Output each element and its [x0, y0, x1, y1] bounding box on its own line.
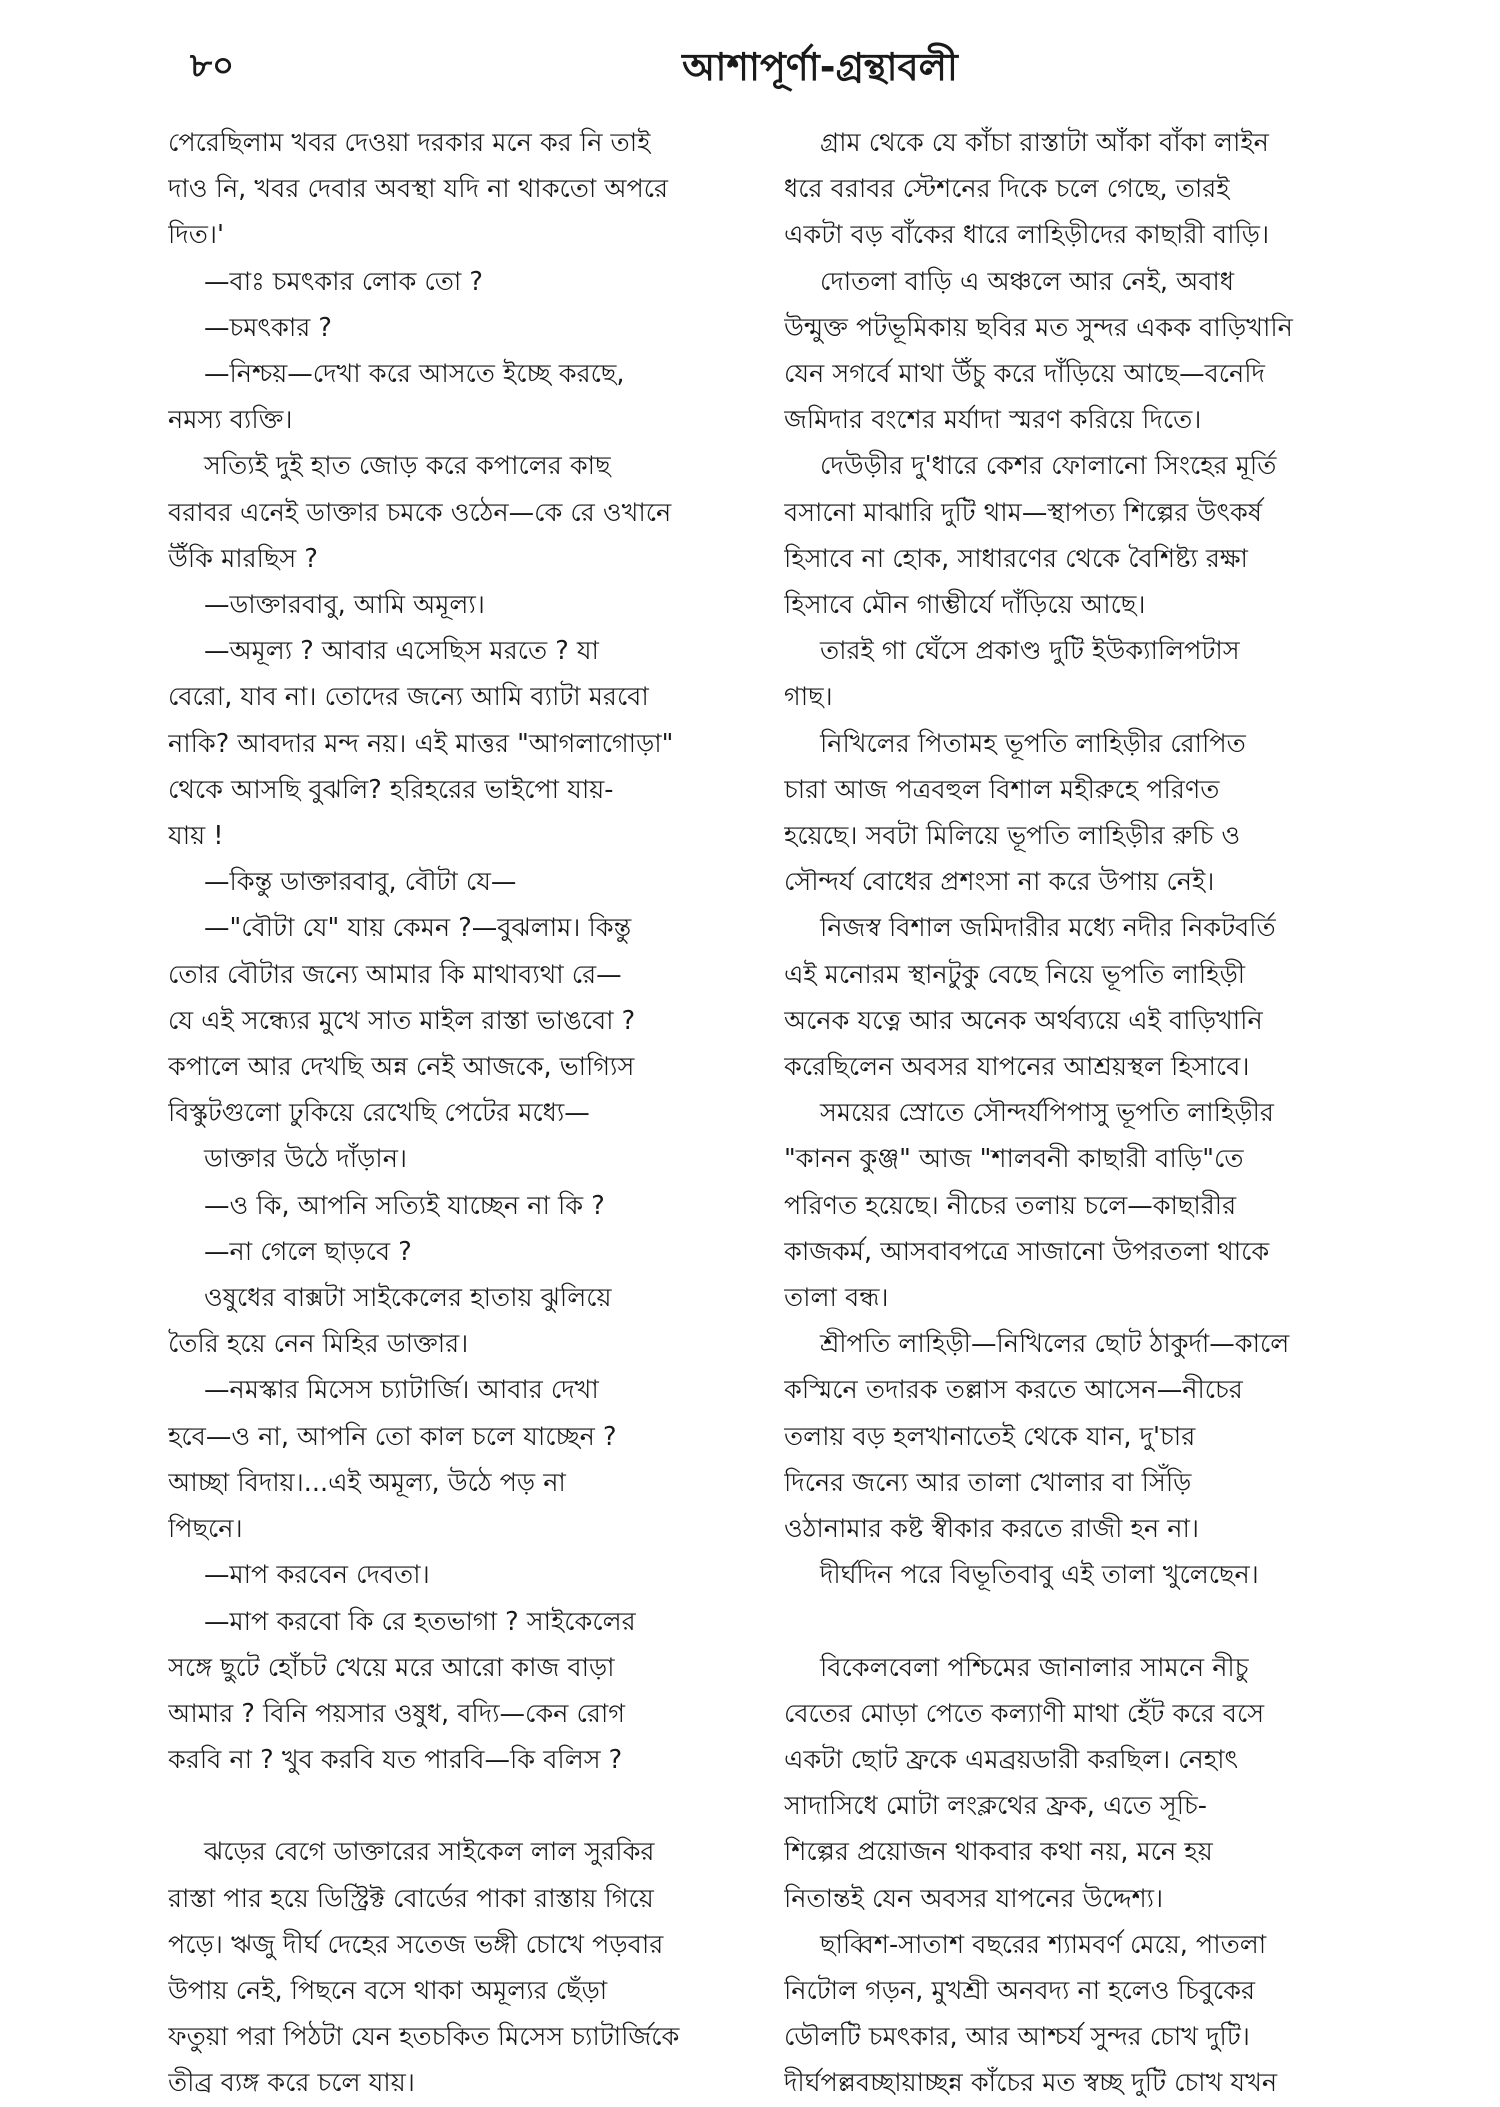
left-column — [168, 120, 740, 2107]
text-line: বসানো মাঝারি দুটি থাম—স্থাপত্য শিল্পের উৎকর্ষ — [784, 497, 1262, 528]
text-line: হয়েছে। সবটা মিলিয়ে ভূপতি লাহিড়ীর রুচি ও — [784, 821, 1241, 852]
text-line: নিজস্ব বিশাল জমিদারীর মধ্যে নদীর নিকটবর্তি — [820, 913, 1276, 944]
text-line: —নিশ্চয়—দেখা করে আসতে ইচ্ছে করছে, — [204, 359, 625, 390]
text-line: অনেক যত্নে আর অনেক অর্থব্যয়ে এই বাড়িখানি — [784, 1005, 1263, 1036]
text-line: কাজকর্ম, আসবাবপত্রে সাজানো উপরতলা থাকে — [784, 1236, 1270, 1267]
right-column — [784, 120, 1360, 2107]
text-line: তালা বন্ধ। — [784, 1283, 889, 1314]
text-line: "কানন কুঞ্জ" আজ "শালবনী কাছারী বাড়ি"তে — [784, 1144, 1244, 1175]
text-line: দীর্ঘদিন পরে বিভূতিবাবু এই তালা খুলেছেন। — [820, 1560, 1259, 1591]
text-line: আচ্ছা বিদায়।...এই অমূল্য, উঠে পড় না — [168, 1467, 566, 1498]
text-line: তৈরি হয়ে নেন মিহির ডাক্তার। — [168, 1329, 469, 1360]
text-line: —মাপ করবো কি রে হতভাগা ? সাইকেলের — [204, 1606, 636, 1637]
text-line: উপায় নেই, পিছনে বসে থাকা অমূল্যর ছেঁড়া — [168, 1975, 608, 2006]
text-line: তলায় বড় হলখানাতেই থেকে যান, দু'চার — [784, 1421, 1196, 1452]
text-line: ওষুধের বাক্সটা সাইকেলের হাতায় ঝুলিয়ে — [204, 1283, 612, 1314]
text-line: একটা বড় বাঁকের ধারে লাহিড়ীদের কাছারী বাড়ি। — [784, 220, 1270, 251]
text-line: —নমস্কার মিসেস চ্যাটার্জি। আবার দেখা — [204, 1375, 599, 1406]
text-line: শিল্পের প্রয়োজন থাকবার কথা নয়, মনে হয় — [784, 1837, 1213, 1868]
text-line: বেরো, যাব না। তোদের জন্যে আমি ব্যাটা মরবো — [168, 682, 649, 713]
text-line: —বাঃ চমৎকার লোক তো ? — [204, 266, 483, 297]
text-line: ডাক্তার উঠে দাঁড়ান। — [204, 1144, 408, 1175]
text-line: যায় ! — [168, 821, 224, 852]
text-line: নিখিলের পিতামহ ভূপতি লাহিড়ীর রোপিত — [820, 728, 1246, 759]
text-line: কপালে আর দেখছি অন্ন নেই আজকে, ভাগ্যিস — [168, 1052, 635, 1083]
text-line: সত্যিই দুই হাত জোড় করে কপালের কাছ — [204, 451, 611, 482]
text-line: কস্মিনে তদারক তল্লাস করতে আসেন—নীচের — [784, 1375, 1243, 1406]
section-break — [784, 1599, 1360, 1645]
text-line: বিকেলবেলা পশ্চিমের জানালার সামনে নীচু — [820, 1652, 1249, 1683]
text-line: নিতান্তই যেন অবসর যাপনের উদ্দেশ্য। — [784, 1883, 1164, 1914]
text-line: হিসাবে মৌন গাম্ভীর্যে দাঁড়িয়ে আছে। — [784, 590, 1146, 621]
text-line: করবি না ? খুব করবি যত পারবি—কি বলিস ? — [168, 1745, 623, 1776]
text-line: যেন সগর্বে মাথা উঁচু করে দাঁড়িয়ে আছে—বনেদি — [784, 359, 1265, 390]
section-break — [168, 1783, 740, 1829]
text-line: করেছিলেন অবসর যাপনের আশ্রয়স্থল হিসাবে। — [784, 1052, 1250, 1083]
text-line: নিটোল গড়ন, মুখশ্রী অনবদ্য না হলেও চিবুকের — [784, 1975, 1256, 2006]
text-line: হবে—ও না, আপনি তো কাল চলে যাচ্ছেন ? — [168, 1421, 617, 1452]
text-line: গ্রাম থেকে যে কাঁচা রাস্তাটা আঁকা বাঁকা লাইন — [820, 128, 1269, 158]
text-line: বরাবর এনেই ডাক্তার চমকে ওঠেন—কে রে ওখানে — [168, 497, 672, 528]
text-line: জমিদার বংশের মর্যাদা স্মরণ করিয়ে দিতে। — [784, 405, 1202, 436]
text-line: পরিণত হয়েছে। নীচের তলায় চলে—কাছারীর — [784, 1190, 1237, 1221]
page-number: ৮০ — [190, 46, 235, 86]
running-head: আশাপূর্ণা-গ্রন্থাবলী — [682, 45, 958, 89]
text-line: দিনের জন্যে আর তালা খোলার বা সিঁড়ি — [784, 1467, 1192, 1498]
text-line: নাকি? আবদার মন্দ নয়। এই মাত্তর "আগলাগোড়া" — [168, 728, 674, 759]
text-line: সৌন্দর্য বোধের প্রশংসা না করে উপায় নেই। — [784, 867, 1215, 898]
text-line: পেরেছিলাম খবর দেওয়া দরকার মনে কর নি তাই — [168, 128, 651, 158]
text-line: বেতের মোড়া পেতে কল্যাণী মাথা হেঁট করে বসে — [784, 1698, 1265, 1729]
text-line: উন্মুক্ত পটভূমিকায় ছবির মত সুন্দর একক বাড়িখানি — [784, 312, 1293, 343]
text-line: সঙ্গে ছুটে হোঁচট খেয়ে মরে আরো কাজ বাড়া — [168, 1652, 615, 1683]
text-line: এই মনোরম স্থানটুকু বেছে নিয়ে ভূপতি লাহিড়ী — [784, 959, 1246, 990]
text-line: আমার ? বিনি পয়সার ওষুধ, বদ্যি—কেন রোগ — [168, 1698, 625, 1729]
text-line: —কিন্তু ডাক্তারবাবু, বৌটা যে— — [204, 867, 517, 898]
text-line: দীর্ঘপল্লবচ্ছায়াচ্ছন্ন কাঁচের মত স্বচ্ছ দুটি চোখ যখন — [784, 2068, 1278, 2099]
text-line: —অমূল্য ? আবার এসেছিস মরতে ? যা — [204, 636, 599, 667]
text-line: থেকে আসছি বুঝলি? হরিহরের ভাইপো যায়- — [168, 774, 614, 805]
text-line: ডৌলটি চমৎকার, আর আশ্চর্য সুন্দর চোখ দুটি। — [784, 2022, 1250, 2053]
text-line: বিস্কুটগুলো ঢুকিয়ে রেখেছি পেটের মধ্যে— — [168, 1098, 590, 1129]
text-line: যে এই সন্ধ্যের মুখে সাত মাইল রাস্তা ভাঙবো ? — [168, 1005, 636, 1036]
text-line: ফতুয়া পরা পিঠটা যেন হতচকিত মিসেস চ্যাটার্জিকে — [168, 2022, 680, 2053]
text-line: তোর বৌটার জন্যে আমার কি মাথাব্যথা রে— — [168, 959, 622, 990]
text-line: পিছনে। — [168, 1514, 243, 1545]
text-line: দোতলা বাড়ি এ অঞ্চলে আর নেই, অবাধ — [820, 266, 1235, 297]
text-line: —মাপ করবেন দেবতা। — [204, 1560, 430, 1591]
text-line: —ডাক্তারবাবু, আমি অমূল্য। — [204, 590, 485, 621]
text-line: সময়ের স্রোতে সৌন্দর্যপিপাসু ভূপতি লাহিড়ীর — [820, 1098, 1274, 1129]
text-line: —চমৎকার ? — [204, 312, 332, 343]
text-line: ঝড়ের বেগে ডাক্তারের সাইকেল লাল সুরকির — [204, 1837, 655, 1868]
text-line: শ্রীপতি লাহিড়ী—নিখিলের ছোট ঠাকুর্দা—কালে — [820, 1329, 1290, 1360]
text-line: —"বৌটা যে" যায় কেমন ?—বুঝলাম। কিন্তু — [204, 913, 632, 944]
text-line: ধরে বরাবর স্টেশনের দিকে চলে গেছে, তারই — [784, 174, 1230, 205]
text-line: তারই গা ঘেঁসে প্রকাণ্ড দুটি ইউক্যালিপটাস — [820, 636, 1240, 667]
text-line: তীব্র ব্যঙ্গ করে চলে যায়। — [168, 2068, 415, 2099]
text-line: দাও নি, খবর দেবার অবস্থা যদি না থাকতো অপরে — [168, 174, 669, 205]
text-line: দেউড়ীর দু'ধারে কেশর ফোলানো সিংহের মূর্তি — [820, 451, 1277, 482]
text-line: —ও কি, আপনি সত্যিই যাচ্ছেন না কি ? — [204, 1190, 605, 1221]
text-line: নমস্য ব্যক্তি। — [168, 405, 293, 436]
text-line: —না গেলে ছাড়বে ? — [204, 1236, 412, 1267]
text-line: সাদাসিধে মোটা লংক্লথের ফ্রক, এতে সূচি- — [784, 1791, 1207, 1822]
text-line: চারা আজ পত্রবহুল বিশাল মহীরুহে পরিণত — [784, 774, 1220, 805]
text-line: দিত।' — [168, 220, 224, 251]
text-line: হিসাবে না হোক, সাধারণের থেকে বৈশিষ্ট্য রক্ষা — [784, 543, 1248, 574]
text-line: ছাব্বিশ-সাতাশ বছরের শ্যামবর্ণ মেয়ে, পাতলা — [820, 1929, 1267, 1960]
text-line: একটা ছোট ফ্রকে এমব্রয়ডারী করছিল। নেহাৎ — [784, 1744, 1239, 1775]
text-line: উঁকি মারছিস ? — [168, 543, 318, 574]
text-line: রাস্তা পার হয়ে ডিস্ট্রিক্ট বোর্ডের পাকা রাস্তায় গিয়ে — [168, 1883, 654, 1914]
text-line: পড়ে। ঋজু দীর্ঘ দেহের সতেজ ভঙ্গী চোখে পড়বার — [168, 1929, 664, 1960]
text-line: গাছ। — [784, 682, 833, 713]
text-line: ওঠানামার কষ্ট স্বীকার করতে রাজী হন না। — [784, 1514, 1199, 1545]
